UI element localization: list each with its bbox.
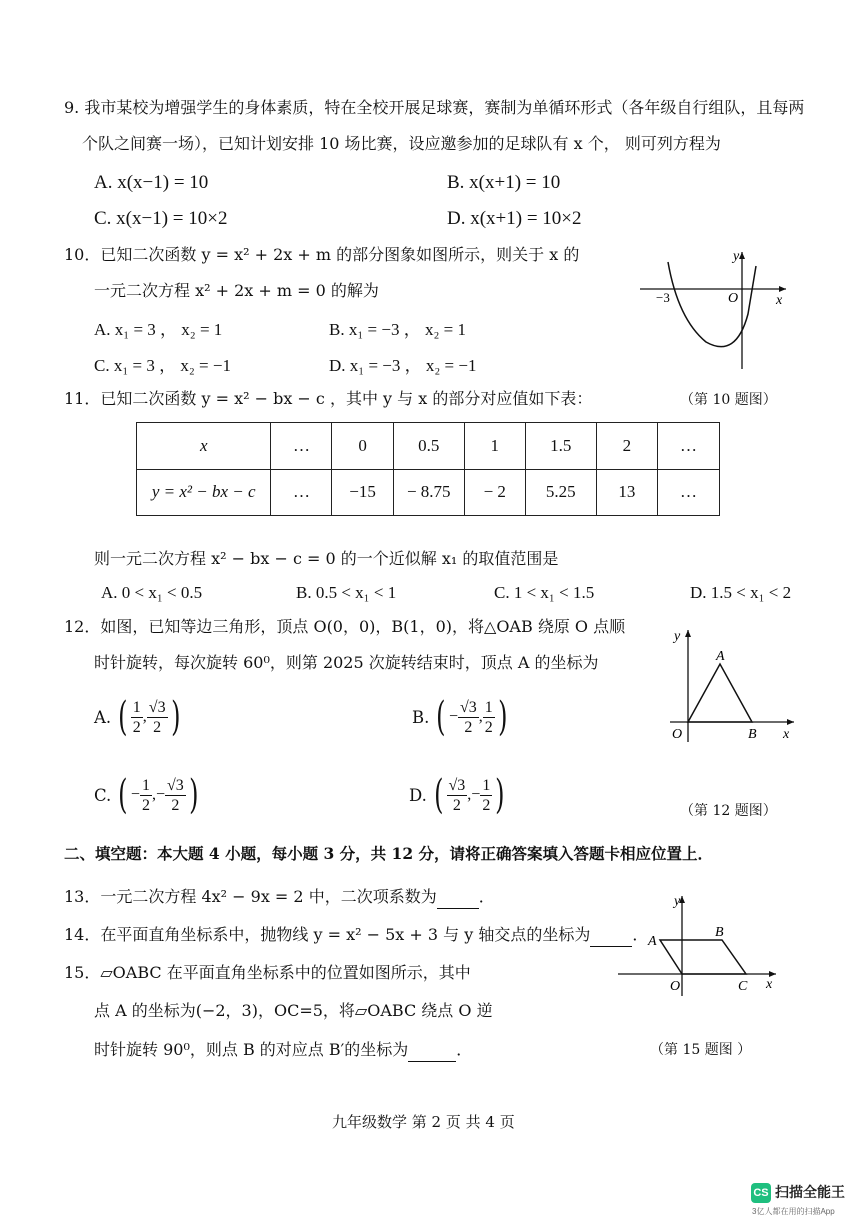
q10-option-a: A. x₁ = 3 ， x₂ = 1	[94, 320, 223, 339]
q15-label-x: x	[766, 977, 773, 992]
x-denominator: 2	[141, 796, 150, 814]
x-numerator: 1	[132, 698, 141, 716]
table-cell: − 2	[464, 469, 525, 516]
q10-option-c: C. x₁ = 3 ， x₂ = −1	[94, 356, 231, 375]
q11-option-c: C. 1 < x₁ < 1.5	[494, 583, 595, 602]
q10-caption: （第 10 题图）	[680, 392, 777, 408]
table-cell: −15	[332, 469, 393, 516]
q10-option-d: D. x₁ = −3 ， x₂ = −1	[329, 356, 477, 375]
y-denominator: 2	[484, 718, 493, 736]
camscanner-name: 扫描全能王	[775, 1184, 845, 1200]
table-cell: …	[657, 423, 719, 470]
q12-option-b: B. ( − $\frac{√3}{2}$ , $\frac{1}{2}$ )	[412, 694, 508, 740]
x-denominator: 2	[452, 796, 461, 814]
q12-label-b: B	[748, 727, 757, 742]
q9-option-b: B. x(x+1) = 10	[447, 172, 561, 193]
q9-option-c: C. x(x−1) = 10×2	[94, 208, 228, 229]
section2-heading: 二、填空题：本大题 4 小题，每小题 3 分，共 12 分，请将正确答案填入答题卡相应位置上．	[64, 844, 714, 863]
option-letter: B.	[412, 707, 430, 727]
y-denominator: 2	[482, 796, 491, 814]
q10-label-o: O	[728, 291, 739, 306]
y-sign: −	[155, 786, 165, 803]
q14-text: 14．在平面直角坐标系中，抛物线 y = x² − 5x + 3 与 y 轴交点的坐标为	[64, 925, 591, 944]
option-letter: C.	[94, 785, 112, 805]
q15-parallelogram-figure	[612, 890, 782, 1002]
table-cell: 5.25	[525, 469, 596, 516]
q12-label-y: y	[674, 629, 681, 644]
q10-parabola-figure	[636, 244, 796, 374]
q11-option-d: D. 1.5 < x₁ < 2	[690, 583, 792, 602]
q12-label-o: O	[672, 727, 683, 742]
q9-option-d: D. x(x+1) = 10×2	[447, 208, 582, 229]
q10-line1: 10．已知二次函数 y = x² + 2x + m 的部分图象如图所示，则关于 x 的	[64, 245, 580, 264]
y-numerator: 1	[484, 698, 493, 716]
q14-end: ．	[632, 925, 649, 944]
q11-value-table	[136, 422, 720, 516]
q10-y-arrow	[739, 252, 745, 259]
camscanner-tagline: 3亿人都在用的扫描App	[752, 1207, 835, 1216]
x-sign: −	[448, 708, 459, 725]
y-fraction	[165, 776, 186, 815]
x-denominator: 2	[464, 718, 473, 736]
q11-option-b: B. 0.5 < x₁ < 1	[296, 583, 397, 602]
q15-parallelogram-oabc	[660, 940, 746, 974]
table-cell: 1.5	[525, 423, 596, 470]
q9-option-a: A. x(x−1) = 10	[94, 172, 209, 193]
table-cell: 1	[464, 423, 525, 470]
q11-line1: 11．已知二次函数 y = x² − bx − c ，其中 y 与 x 的部分对应值如下表：	[64, 389, 593, 408]
table-cell: 0	[332, 423, 393, 470]
y-numerator: √3	[148, 698, 166, 716]
q12-x-arrow	[787, 719, 794, 725]
q12-y-arrow	[685, 630, 691, 637]
q15-line3: 时针旋转 90⁰，则点 B 的对应点 B′的坐标为	[94, 1040, 409, 1059]
q11-line2: 则一元二次方程 x² − bx − c = 0 的一个近似解 x₁ 的取值范围是	[94, 549, 559, 568]
q12-triangle-figure	[664, 624, 804, 750]
table-row	[137, 469, 720, 516]
table-row	[137, 423, 720, 470]
q12-caption: （第 12 题图）	[680, 803, 777, 819]
y-numerator: √3	[166, 776, 184, 794]
q15-line2: 点 A 的坐标为(−2，3)，OC=5，将▱OABC 绕点 O 逆	[94, 1001, 493, 1020]
q12-option-c: C. ( − $\frac{1}{2}$ , − $\frac{√3}{2}$ )	[94, 772, 199, 818]
q12-line2: 时针旋转，每次旋转 60⁰，则第 2025 次旋转结束时，顶点 A 的坐标为	[94, 653, 599, 672]
camscanner-logo-icon: CS	[751, 1183, 771, 1203]
q10-x-arrow	[779, 286, 786, 292]
answer-blank	[408, 1039, 456, 1062]
option-letter: D.	[409, 785, 427, 805]
q12-option-a: A. ( $\frac{1}{2}$ , $\frac{√3}{2}$ )	[94, 694, 181, 740]
y-fraction	[147, 698, 168, 737]
x-numerator: √3	[460, 698, 477, 716]
q13-line	[64, 886, 495, 909]
page-footer: 九年级数学 第 2 页 共 4 页	[332, 1113, 515, 1131]
q10-parabola-curve	[668, 262, 756, 347]
q14-line	[64, 924, 648, 947]
q11-option-a: A. 0 < x₁ < 0.5	[101, 583, 203, 602]
q12-triangle-oab	[688, 664, 752, 722]
q15-label-a: A	[648, 934, 657, 949]
x-denominator: 2	[132, 718, 141, 736]
table-cell: …	[657, 469, 719, 516]
q13-end: ．	[478, 887, 495, 906]
q15-line3-wrap	[94, 1039, 472, 1062]
q15-label-c: C	[738, 979, 748, 994]
y-sign: −	[471, 786, 481, 803]
table-cell: 0.5	[393, 423, 464, 470]
option-letter: A.	[94, 707, 112, 727]
x-fraction	[131, 698, 143, 737]
q10-option-b: B. x₁ = −3 ， x₂ = 1	[329, 320, 466, 339]
q12-line1: 12．如图，已知等边三角形，顶点 O(0，0)，B(1，0)，将△OAB 绕原 O 点顺	[64, 617, 626, 636]
q15-label-b: B	[715, 925, 724, 940]
q12-label-x: x	[783, 727, 790, 742]
y-fraction	[480, 776, 492, 815]
q15-caption: （第 15 题图 ）	[650, 1042, 752, 1058]
q13-text: 13．一元二次方程 4x² − 9x = 2 中，二次项系数为	[64, 887, 437, 906]
q15-line1: 15．▱OABC 在平面直角坐标系中的位置如图所示，其中	[64, 963, 471, 982]
table-cell: − 8.75	[393, 469, 464, 516]
y-fraction	[483, 698, 495, 737]
table-cell: 2	[596, 423, 657, 470]
q12-option-d: D. ( $\frac{√3}{2}$ , − $\frac{1}{2}$ )	[409, 772, 505, 818]
y-denominator: 2	[171, 796, 180, 814]
q10-label-y: y	[733, 249, 740, 264]
x-fraction	[447, 776, 468, 815]
table-cell: …	[271, 469, 332, 516]
q10-line2: 一元二次方程 x² + 2x + m = 0 的解为	[94, 281, 379, 300]
q12-label-a: A	[716, 649, 725, 664]
table-cell: x	[137, 423, 271, 470]
x-sign: −	[130, 786, 140, 803]
x-fraction	[458, 698, 479, 737]
q15-label-o: O	[670, 979, 681, 994]
q10-label-minus3: −3	[656, 290, 670, 305]
q15-label-y: y	[674, 894, 681, 909]
table-cell: …	[271, 423, 332, 470]
q9-line1: 9. 我市某校为增强学生的身体素质，特在全校开展足球赛，赛制为单循环形式（各年级自行组队，且每两	[64, 98, 805, 117]
x-numerator: 1	[141, 776, 150, 794]
q15-end: ．	[456, 1040, 473, 1059]
table-cell: 13	[596, 469, 657, 516]
q10-label-x: x	[776, 293, 783, 308]
x-numerator: √3	[448, 776, 466, 794]
y-denominator: 2	[153, 718, 162, 736]
table-cell: y = x² − bx − c	[137, 469, 271, 516]
y-numerator: 1	[482, 776, 491, 794]
answer-blank	[437, 886, 479, 909]
q9-line2: 个队之间赛一场），已知计划安排 10 场比赛，设应邀参加的足球队有 x 个， 则可列方程为	[82, 134, 721, 153]
x-fraction	[140, 776, 152, 815]
